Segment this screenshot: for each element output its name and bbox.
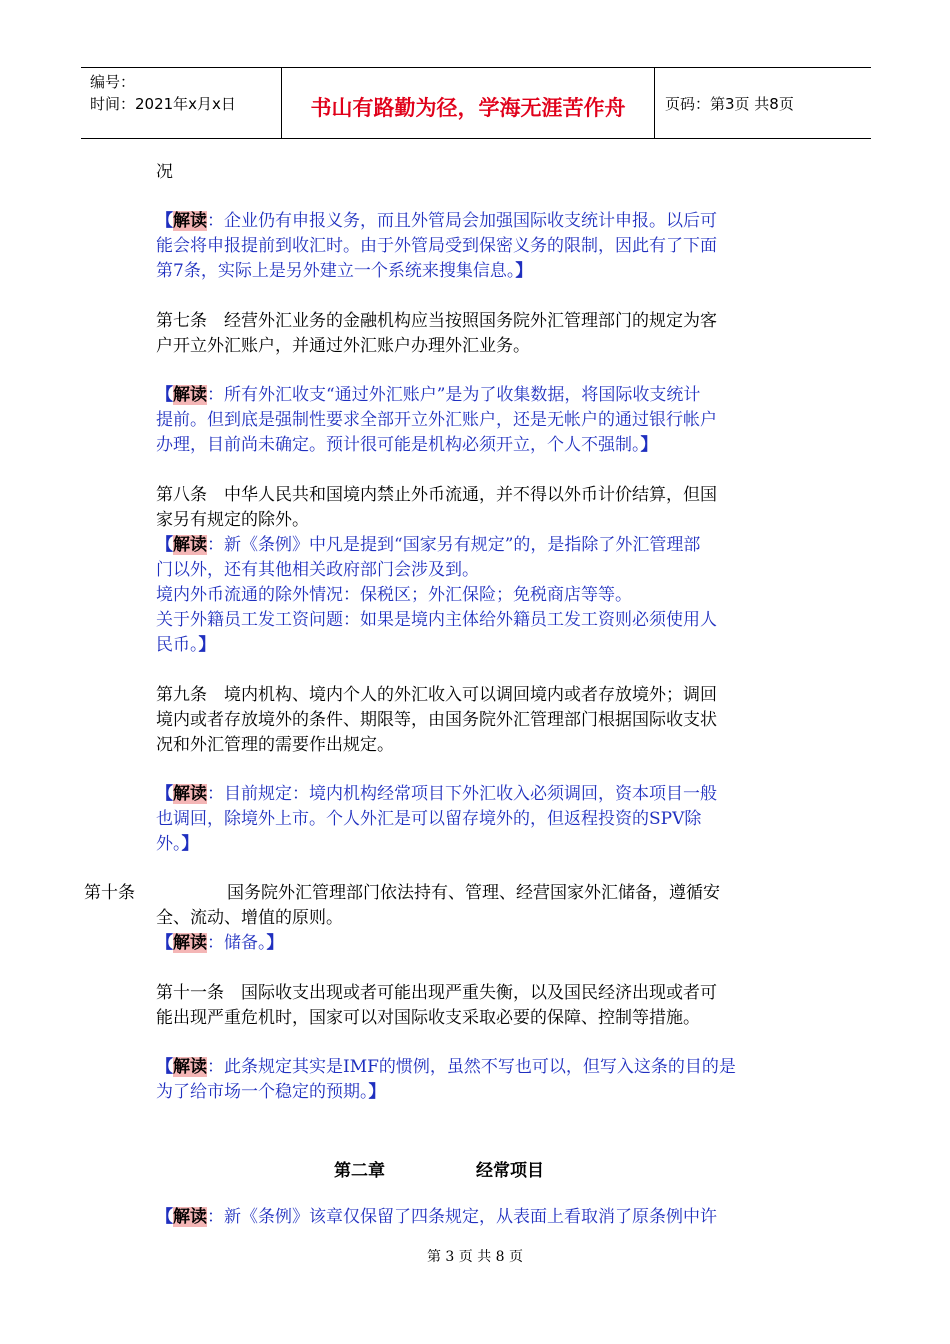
tag-bracket-open: 【 [156,385,173,405]
annotation-line: 第7条，实际上是另外建立一个系统来搜集信息。 [156,261,516,281]
article-line: 境内或者存放境外的条件、期限等，由国务院外汇管理部门根据国际收支状 [156,710,717,730]
text-line: 况 [156,162,173,182]
annotation-line: 境内外币流通的除外情况：保税区；外汇保险；免税商店等等。 [156,585,632,605]
article-number: 第十条 [84,883,135,903]
header-meta-cell [81,68,282,138]
annotation-line: 目前规定：境内机构经常项目下外汇收入必须调回，资本项目一般 [224,784,717,804]
annotation-line: 为了给市场一个稳定的预期。 [156,1082,369,1102]
tag-colon: ： [207,1057,224,1077]
annotation-line: 门以外，还有其他相关政府部门会涉及到。 [156,560,479,580]
annotation-tag: 解读 [173,784,207,804]
tag-colon: ： [207,933,224,953]
article-line: 国务院外汇管理部门依法持有、管理、经营国家外汇储备，遵循安 [227,883,720,903]
annotation-line: 也调回，除境外上市。个人外汇是可以留存境外的，但返程投资的SPV除 [156,809,702,829]
tag-colon: ： [207,784,224,804]
article-line: 能出现严重危机时，国家可以对国际收支采取必要的保障、控制等措施。 [156,1008,700,1028]
annotation-tag: 解读 [173,535,207,555]
tag-bracket-open: 【 [156,1057,173,1077]
annotation-tag: 解读 [173,1057,207,1077]
article-9 [156,683,717,758]
article-line: 全、流动、增值的原则。 [156,908,343,928]
annotation-block [156,383,717,458]
annotation-line: 能会将申报提前到收汇时。由于外管局受到保密义务的限制，因此有了下面 [156,236,717,256]
chapter-title: 经常项目 [476,1161,544,1181]
annotation-line: 新《条例》该章仅保留了四条规定，从表面上看取消了原条例中许 [224,1207,717,1227]
tag-colon: ： [207,1207,224,1227]
article-10-cont [156,906,343,931]
annotation-line: 外。 [156,834,182,854]
page-footer: 第 3 页 共 8 页 [426,1249,524,1265]
annotation-line: 新《条例》中凡是提到“国家另有规定”的，是指除了外汇管理部 [224,535,701,555]
annotation-block [156,782,717,857]
article-10-number [84,881,135,906]
tag-colon: ： [207,535,224,555]
annotation-block [156,1055,736,1105]
annotation-line: 此条规定其实是IMF的惯例，虽然不写也可以，但写入这条的目的是 [224,1057,736,1077]
tag-bracket-close: 】 [515,261,533,281]
article-line: 况和外汇管理的需要作出规定。 [156,735,394,755]
annotation-line: 储备。 [224,933,267,953]
header-motto-cell [282,68,655,138]
tag-bracket-open: 【 [156,535,173,555]
tag-bracket-close: 】 [640,435,658,455]
annotation-tag: 解读 [173,1207,207,1227]
tag-colon: ： [207,211,224,231]
article-10 [227,881,720,906]
tag-bracket-open: 【 [156,933,173,953]
article-line: 第八条 中华人民共和国境内禁止外币流通，并不得以外币计价结算，但国 [156,485,717,505]
article-8 [156,483,717,533]
document-header [81,67,871,139]
annotation-line: 办理，目前尚未确定。预计很可能是机构必须开立，个人不强制。 [156,435,641,455]
article-line: 户开立外汇账户，并通过外汇账户办理外汇业务。 [156,336,530,356]
tag-bracket-close: 】 [266,933,284,953]
doc-number-label: 编号： [90,73,136,91]
tag-bracket-open: 【 [156,1207,173,1227]
doc-time-label: 时间：2021年x月x日 [90,95,236,113]
tag-bracket-close: 】 [198,635,216,655]
article-11 [156,981,717,1031]
annotation-block [156,209,717,284]
article-line: 家另有规定的除外。 [156,510,309,530]
tag-colon: ： [207,385,224,405]
header-page-cell [655,68,871,138]
tag-bracket-close: 】 [368,1082,386,1102]
annotation-block [156,533,717,658]
annotation-line: 民币。 [156,635,199,655]
article-line: 第七条 经营外汇业务的金融机构应当按照国务院外汇管理部门的规定为客 [156,311,717,331]
annotation-block [156,1205,717,1230]
annotation-line: 企业仍有申报义务，而且外管局会加强国际收支统计申报。以后可 [224,211,717,231]
annotation-line: 提前。但到底是强制性要求全部开立外汇账户，还是无帐户的通过银行帐户 [156,410,717,430]
annotation-tag: 解读 [173,211,207,231]
motto-text: 书山有路勤为径，学海无涯苦作舟 [310,95,626,120]
tag-bracket-open: 【 [156,211,173,231]
annotation-line: 所有外汇收支“通过外汇账户”是为了收集数据，将国际收支统计 [224,385,701,405]
annotation-line: 关于外籍员工发工资问题：如果是境内主体给外籍员工发工资则必须使用人 [156,610,717,630]
page-info: 页码：第3页 共8页 [665,95,794,113]
annotation-tag: 解读 [173,385,207,405]
chapter-number: 第二章 [334,1161,385,1181]
article-line: 第十一条 国际收支出现或者可能出现严重失衡，以及国民经济出现或者可 [156,983,717,1003]
paragraph-continuation [156,160,173,185]
tag-bracket-open: 【 [156,784,173,804]
annotation-tag: 解读 [173,933,207,953]
article-line: 第九条 境内机构、境内个人的外汇收入可以调回境内或者存放境外；调回 [156,685,717,705]
article-7 [156,309,717,359]
annotation-block [156,931,284,956]
tag-bracket-close: 】 [181,834,199,854]
